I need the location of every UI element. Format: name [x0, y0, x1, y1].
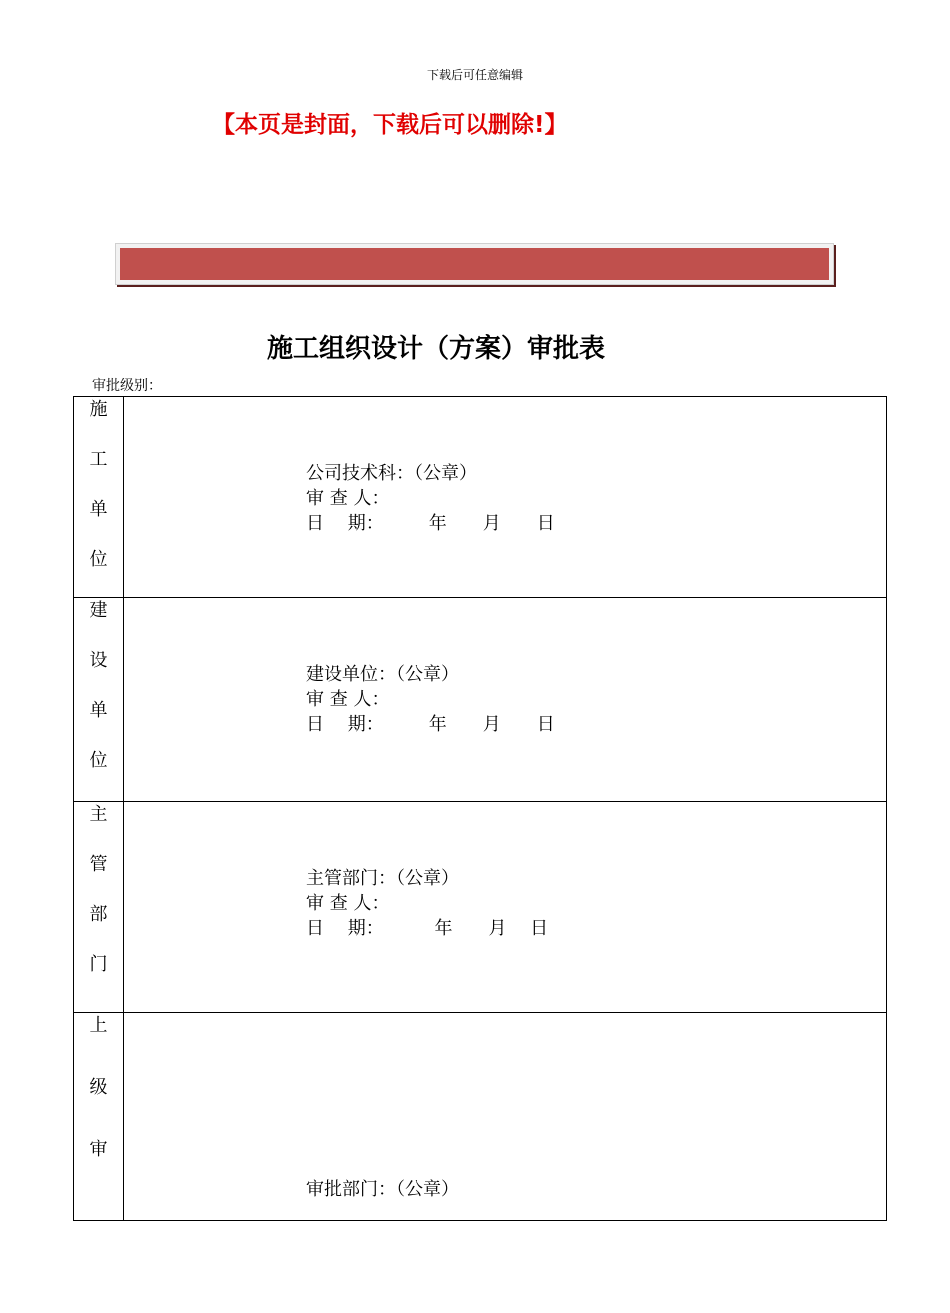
- reviewer-line: 审 查 人：: [306, 893, 390, 914]
- decorative-banner: [115, 243, 834, 285]
- approval-table: [73, 396, 887, 1221]
- section-row-owner-unit: [74, 598, 887, 802]
- label-char: 审: [89, 1139, 108, 1160]
- decorative-banner-fill: [120, 248, 829, 280]
- label-char: 单: [89, 700, 108, 721]
- date-line: 日 期： 年 月 日: [306, 714, 555, 735]
- section-content: [124, 598, 887, 802]
- label-char: 施: [89, 399, 108, 420]
- header-note: 下载后可任意编辑: [426, 68, 523, 82]
- date-line: 日 期： 年 月 日: [306, 918, 549, 939]
- stamp-line: 建设单位：（公章）: [306, 664, 459, 685]
- section-content: [124, 802, 887, 1013]
- reviewer-line: 审 查 人：: [306, 689, 390, 710]
- label-char: 位: [89, 750, 108, 771]
- cover-notice: 【本页是封面，下载后可以删除!】: [212, 112, 568, 138]
- signature-fields: [306, 866, 548, 941]
- section-label: [74, 397, 124, 598]
- document-title: 施工组织设计（方案）审批表: [266, 334, 605, 364]
- stamp-line: 审批部门：（公章）: [306, 1179, 459, 1200]
- signature-fields: [306, 662, 555, 737]
- label-char: 位: [89, 549, 108, 570]
- section-label: [74, 598, 124, 802]
- label-char: 部: [89, 904, 108, 925]
- label-char: 单: [89, 499, 108, 520]
- stamp-line: 主管部门：（公章）: [306, 868, 459, 889]
- section-row-construction-unit: [74, 397, 887, 598]
- date-line: 日 期： 年 月 日: [306, 513, 555, 534]
- label-char: 管: [89, 854, 108, 875]
- section-content: [124, 397, 887, 598]
- approval-level-label: 审批级别：: [92, 378, 162, 394]
- label-char: 主: [89, 804, 108, 825]
- label-char: 级: [89, 1077, 108, 1098]
- signature-fields: [306, 461, 555, 536]
- section-label: [74, 1013, 124, 1221]
- label-char: 工: [89, 449, 108, 470]
- stamp-line: 公司技术科：（公章）: [306, 463, 477, 484]
- label-char: 设: [89, 650, 108, 671]
- section-content: [124, 1013, 887, 1221]
- reviewer-line: 审 查 人：: [306, 488, 390, 509]
- section-row-superior-approval: [74, 1013, 887, 1221]
- section-row-competent-department: [74, 802, 887, 1013]
- label-char: 建: [89, 600, 108, 621]
- label-char: 门: [89, 954, 108, 975]
- signature-fields: [306, 1177, 459, 1202]
- label-char: 上: [89, 1015, 108, 1036]
- section-label: [74, 802, 124, 1013]
